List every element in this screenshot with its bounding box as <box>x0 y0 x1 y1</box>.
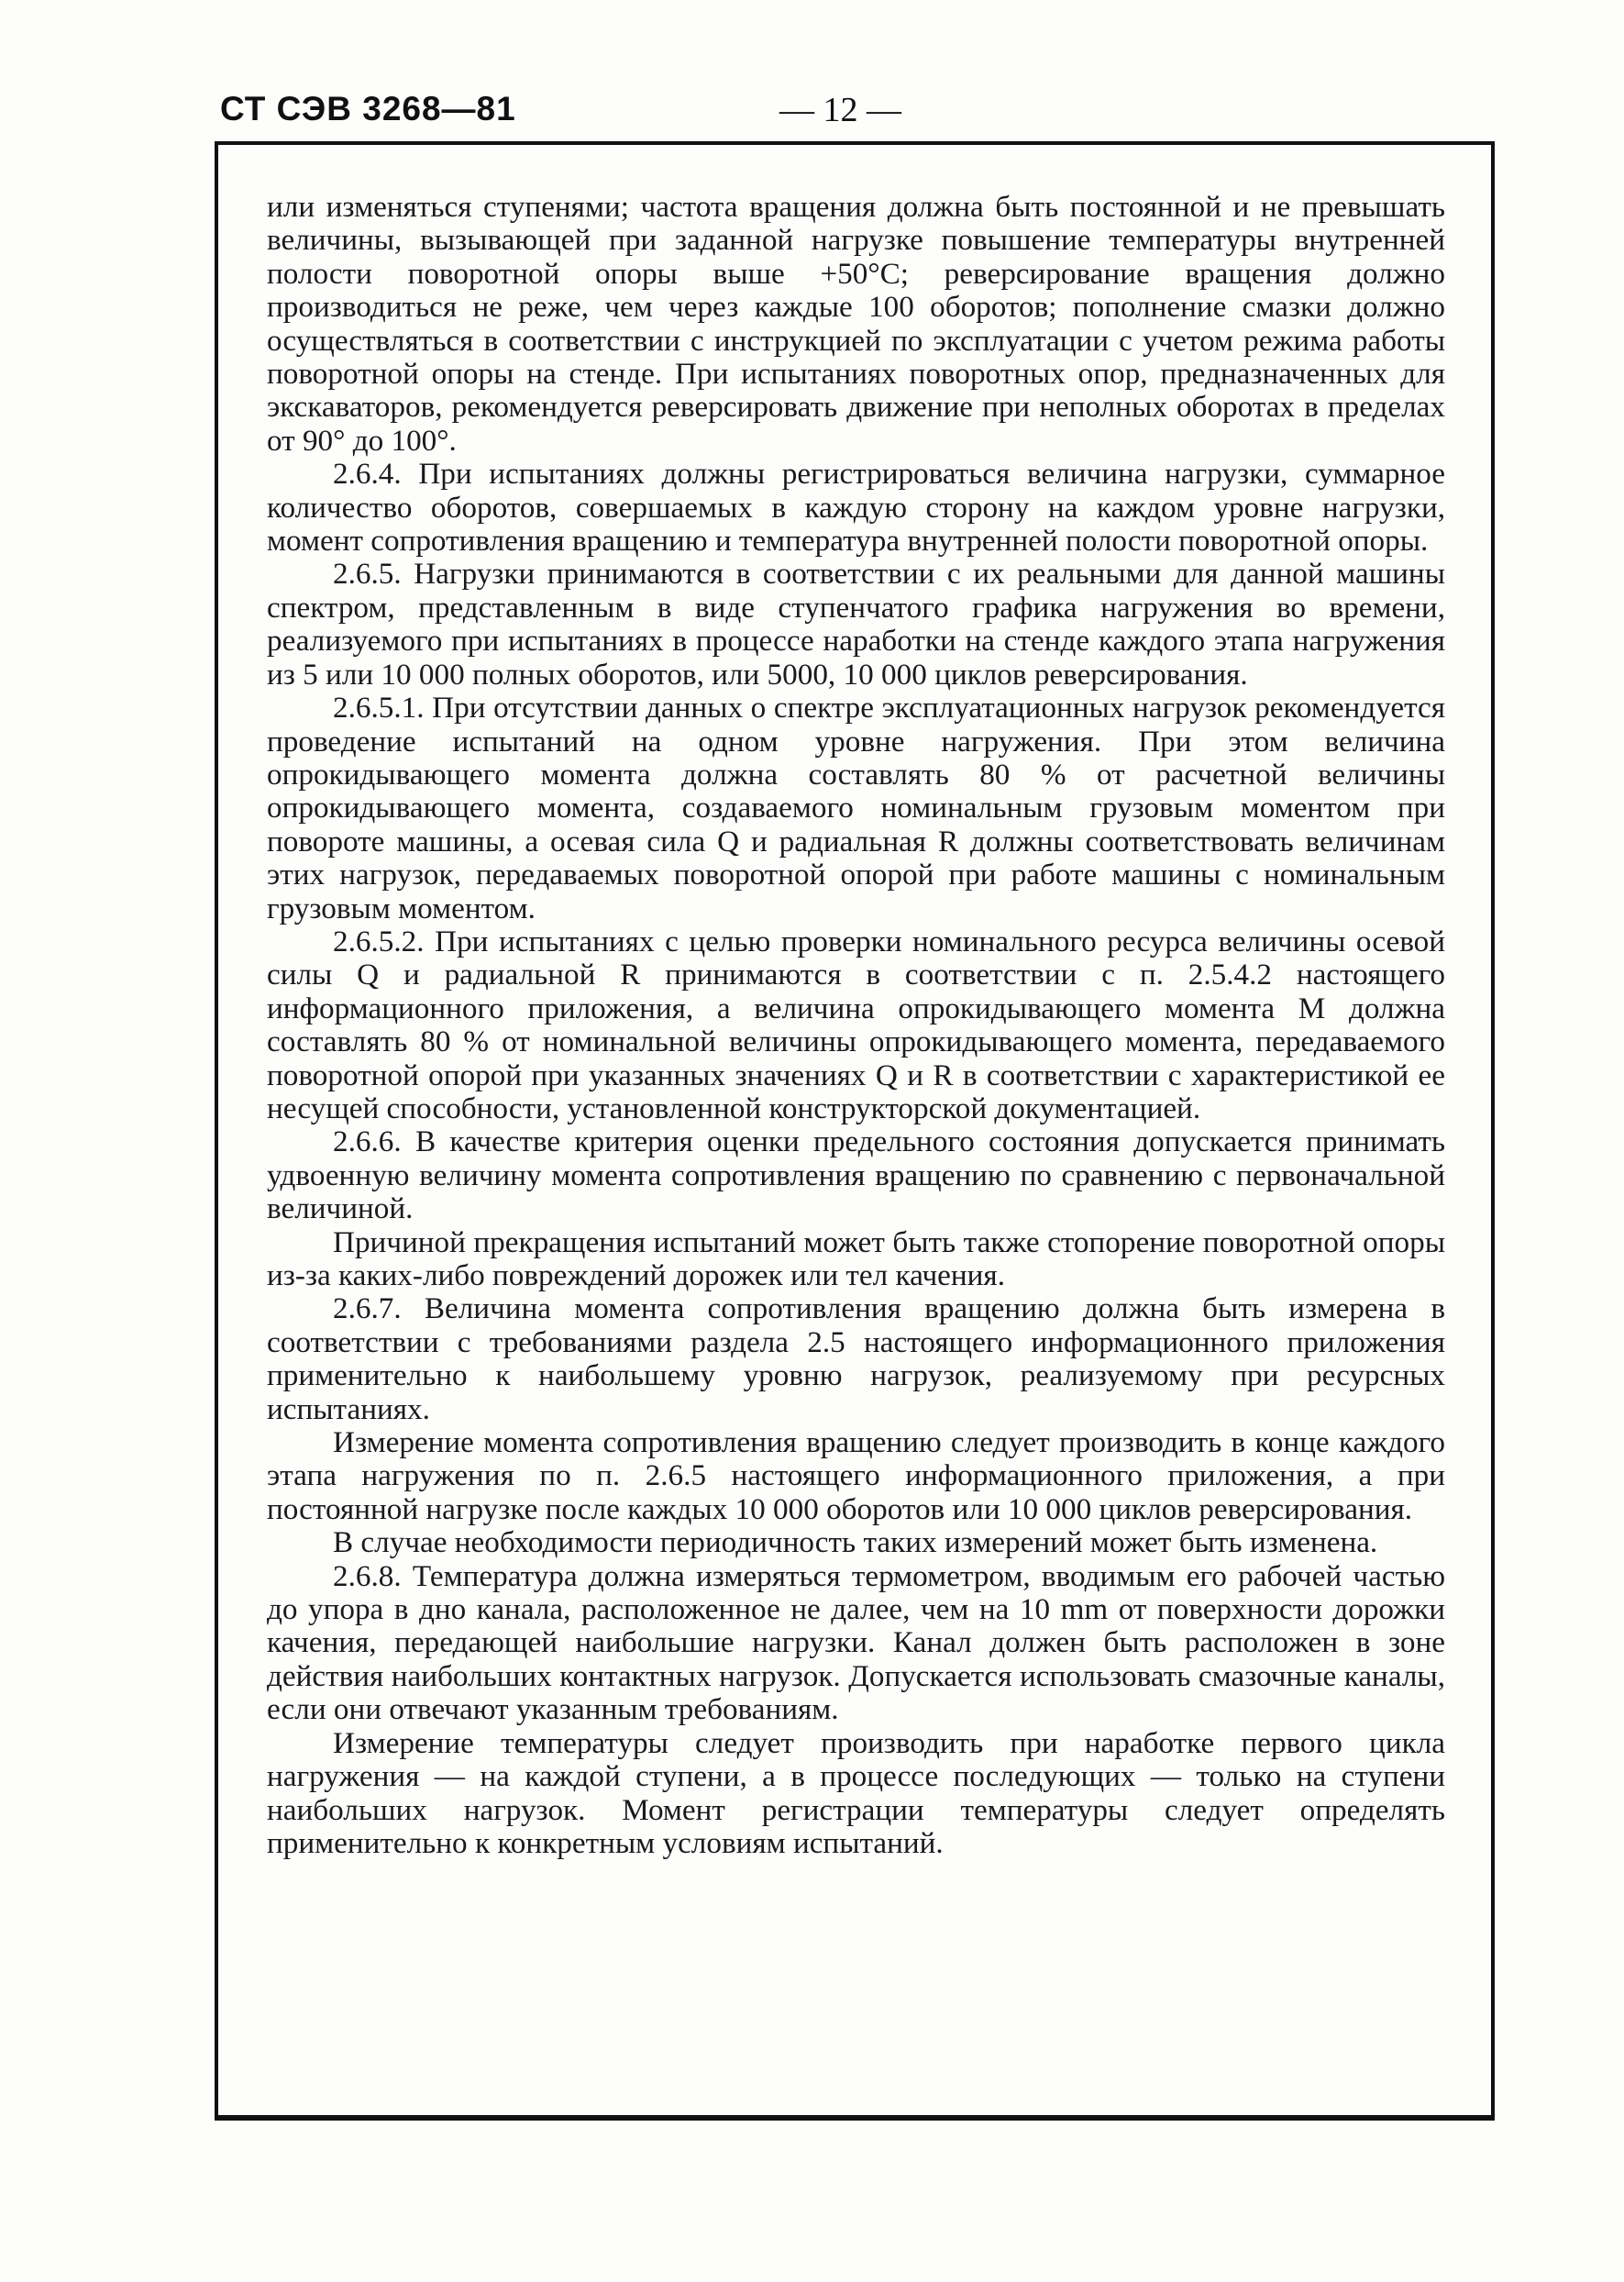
paragraph-2-6-6: 2.6.6. В качестве критерия оценки предельного состояния допускается принимать удвоенную величину момента сопротивления вращению по сравнению с первоначальной величиной. <box>267 1124 1445 1226</box>
paragraph-measurement-timing: Измерение момента сопротивления вращению следует производить в конце каждого этапа нагружения по п. 2.6.5 настоящего информационного приложения, а при постоянной нагрузке после каждых 10 000 оборотов или 10 000 циклов реверсирования. <box>267 1425 1445 1526</box>
paragraph-2-6-5: 2.6.5. Нагрузки принимаются в соответствии с их реальными для данной машины спектром, представленным в виде ступенчатого графика нагружения во времени, реализуемого при испытаниях в процессе наработки на стенде каждого этапа нагружения из 5 или 10 000 полных оборотов, или 5000, 10 000 циклов реверсирования. <box>267 557 1445 692</box>
paragraph-2-6-4: 2.6.4. При испытаниях должны регистрироваться величина нагрузки, суммарное количество оборотов, совершаемых в каждую сторону на каждом уровне нагрузки, момент сопротивления вращению и температура внутренней полости поворотной опоры. <box>267 457 1445 559</box>
page-header <box>220 90 1495 136</box>
paragraph-test-stop-reason: Причиной прекращения испытаний может быть также стопорение поворотной опоры из-за каких-либо повреждений дорожек или тел качения. <box>267 1224 1445 1292</box>
paragraph-2-6-7: 2.6.7. Величина момента сопротивления вращению должна быть измерена в соответствии с требованиями раздела 2.5 настоящего информационного приложения применительно к наибольшему уровню нагрузок, реализуемому при ресурсных испытаниях. <box>267 1291 1445 1426</box>
paragraph-continuation: или изменяться ступенями; частота вращения должна быть постоянной и не превышать величины, вызывающей при заданной нагрузке повышение температуры внутренней полости поворотной опоры выше +50°С; реверсирование вращения должно производиться не реже, чем через каждые 100 оборотов; пополнение смазки должно осуществляться в соответствии с инструкцией по эксплуатации с учетом режима работы поворотной опоры на стенде. При испытаниях поворотных опор, предназначенных для экскаваторов, рекомендуется реверсировать движение при неполных оборотах в пределах от 90° до 100°. <box>267 190 1445 458</box>
document-code: СТ СЭВ 3268—81 <box>220 90 516 127</box>
paragraph-2-6-5-2: 2.6.5.2. При испытаниях с целью проверки номинального ресурса величины осевой силы Q и радиальной R принимаются в соответствии с п. 2.5.4.2 настоящего информационного приложения, а величина опрокидывающего момента М должна составлять 80 % от номинальной величины опрокидывающего момента, передаваемого поворотной опорой при указанных значениях Q и R в соответствии с характеристикой ее несущей способности, установленной конструкторской документацией. <box>267 924 1445 1125</box>
paragraph-periodicity: В случае необходимости периодичность таких измерений может быть изменена. <box>333 1525 1378 1560</box>
paragraph-temperature-measurement: Измерение температуры следует производить при наработке первого цикла нагружения — на каждой ступени, а в процессе последующих — только на ступени наибольших нагрузок. Момент регистрации температуры следует определять применительно к конкретным условиям испытаний. <box>267 1725 1445 1860</box>
paragraph-2-6-5-1: 2.6.5.1. При отсутствии данных о спектре эксплуатационных нагрузок рекомендуется проведение испытаний на одном уровне нагружения. При этом величина опрокидывающего момента должна составлять 80 % от расчетной величины опрокидывающего момента, создаваемого номинальным грузовым моментом при повороте машины, а осевая сила Q и радиальная R должны соответствовать величинам этих нагрузок, передаваемых поворотной опорой при работе машины с номинальным грузовым моментом. <box>267 691 1445 925</box>
body-text <box>267 191 1445 1860</box>
page-number: — 12 — <box>779 91 901 129</box>
paragraph-2-6-8: 2.6.8. Температура должна измеряться термометром, вводимым его рабочей частью до упора в дно канала, расположенное не далее, чем на 10 mm от поверхности дорожки качения, передающей наибольшие нагрузки. Канал должен быть расположен в зоне действия наибольших контактных нагрузок. Допускается использовать смазочные каналы, если они отвечают указанным требованиям. <box>267 1558 1445 1727</box>
